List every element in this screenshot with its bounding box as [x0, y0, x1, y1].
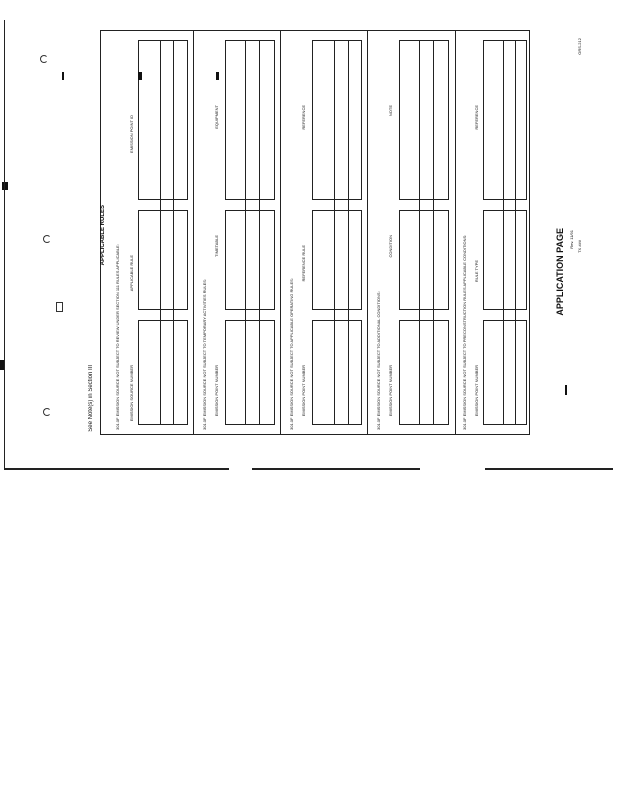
strip-1 [110, 35, 190, 430]
strip-box [399, 210, 449, 310]
strip-inner-line [515, 40, 516, 425]
strip-inner-line [503, 40, 504, 425]
applicable-rules-heading: APPLICABLE RULES [100, 205, 106, 266]
page-code: ORS-212 [577, 38, 582, 55]
strip-2 [197, 35, 277, 430]
strip-box [225, 40, 275, 200]
bottom-rule [485, 468, 613, 470]
strip-sub-label: RULE TYPE [474, 260, 479, 283]
strip-box [138, 320, 188, 425]
strip-box [138, 210, 188, 310]
strip-sub-label: REFERENCE [301, 105, 306, 130]
strip-sub-label: APPLICABLE RULE [129, 255, 134, 292]
binder-hole-icon [43, 235, 51, 243]
strip-box [312, 40, 362, 200]
strip-sub-label: EMISSION POINT ID [129, 115, 134, 153]
strip-main-label: 301.0F EMISSION SOURCE NOT SUBJECT TO ADDITIONAL CONDITIONS: [376, 291, 381, 430]
binder-hole-icon [43, 408, 51, 416]
strip-sub-label: EMISSION SOURCE NUMBER [129, 365, 134, 422]
strip-3 [284, 35, 364, 430]
bottom-rule [4, 468, 229, 470]
strip-main-label: 301.0F EMISSION SOURCE NOT SUBJECT TO APPLICABLE OPERATING RULES: [289, 278, 294, 430]
strip-divider [193, 30, 194, 435]
strip-box [483, 40, 527, 200]
left-edge-rule [4, 20, 5, 470]
see-note-text: See Note(s) in Section III [88, 365, 94, 432]
strip-inner-line [334, 40, 335, 425]
binder-hole-icon [40, 55, 48, 63]
application-page-line: Rev. 11/91 [569, 230, 574, 249]
strip-inner-line [245, 40, 246, 425]
strip-main-label: 301.0F EMISSION SOURCE NOT SUBJECT TO REVIEW UNDER SECTION 111 RULES APPLICABLE: [115, 244, 120, 430]
strip-sub-label: REFERENCE [474, 105, 479, 130]
edge-mark [2, 182, 8, 190]
strip-box [225, 320, 275, 425]
strip-box [399, 320, 449, 425]
strip-sub-label: EMISSION POINT NUMBER [301, 365, 306, 417]
strip-inner-line [419, 40, 420, 425]
strip-box [312, 320, 362, 425]
strip-sub-label: EQUIPMENT [214, 105, 219, 129]
strip-sub-label: EMISSION POINT NUMBER [214, 365, 219, 417]
strip-sub-label: CONDITION [388, 235, 393, 258]
strip-box [483, 210, 527, 310]
application-page-line: TX ### [577, 240, 582, 253]
strip-4 [371, 35, 451, 430]
strip-inner-line [173, 40, 174, 425]
strip-box [399, 40, 449, 200]
strip-box [312, 210, 362, 310]
strip-box [483, 320, 527, 425]
application-page-title: APPLICATION PAGE [555, 228, 565, 316]
strip-sub-label: TIMETABLE [214, 235, 219, 257]
strip-sub-label: EMISSION POINT NUMBER [474, 365, 479, 417]
strip-inner-line [160, 40, 161, 425]
edge-mark [216, 72, 219, 80]
edge-mark [138, 72, 142, 80]
strip-5 [459, 35, 529, 430]
strip-inner-line [433, 40, 434, 425]
strip-inner-line [259, 40, 260, 425]
strip-divider [280, 30, 281, 435]
strip-box [225, 210, 275, 310]
strip-divider [455, 30, 456, 435]
bottom-rule [252, 468, 420, 470]
strip-divider [367, 30, 368, 435]
strip-main-label: 301.0F EMISSION SOURCE NOT SUBJECT TO TEMPORARY ACTIVITIES RULES: [202, 278, 207, 430]
edge-box [56, 302, 63, 312]
edge-mark [62, 72, 64, 80]
strip-box [138, 40, 188, 200]
strip-sub-label: NOTE [388, 105, 393, 117]
strip-inner-line [348, 40, 349, 425]
strip-sub-label: REFERENCE RULE [301, 245, 306, 282]
strip-sub-label: EMISSION POINT NUMBER [388, 365, 393, 417]
edge-mark [565, 385, 567, 395]
strip-main-label: 301.0F EMISSION SOURCE NOT SUBJECT TO PRECONSTRUCTION RULES APPLICABLE CONDITIONS: [462, 234, 467, 430]
